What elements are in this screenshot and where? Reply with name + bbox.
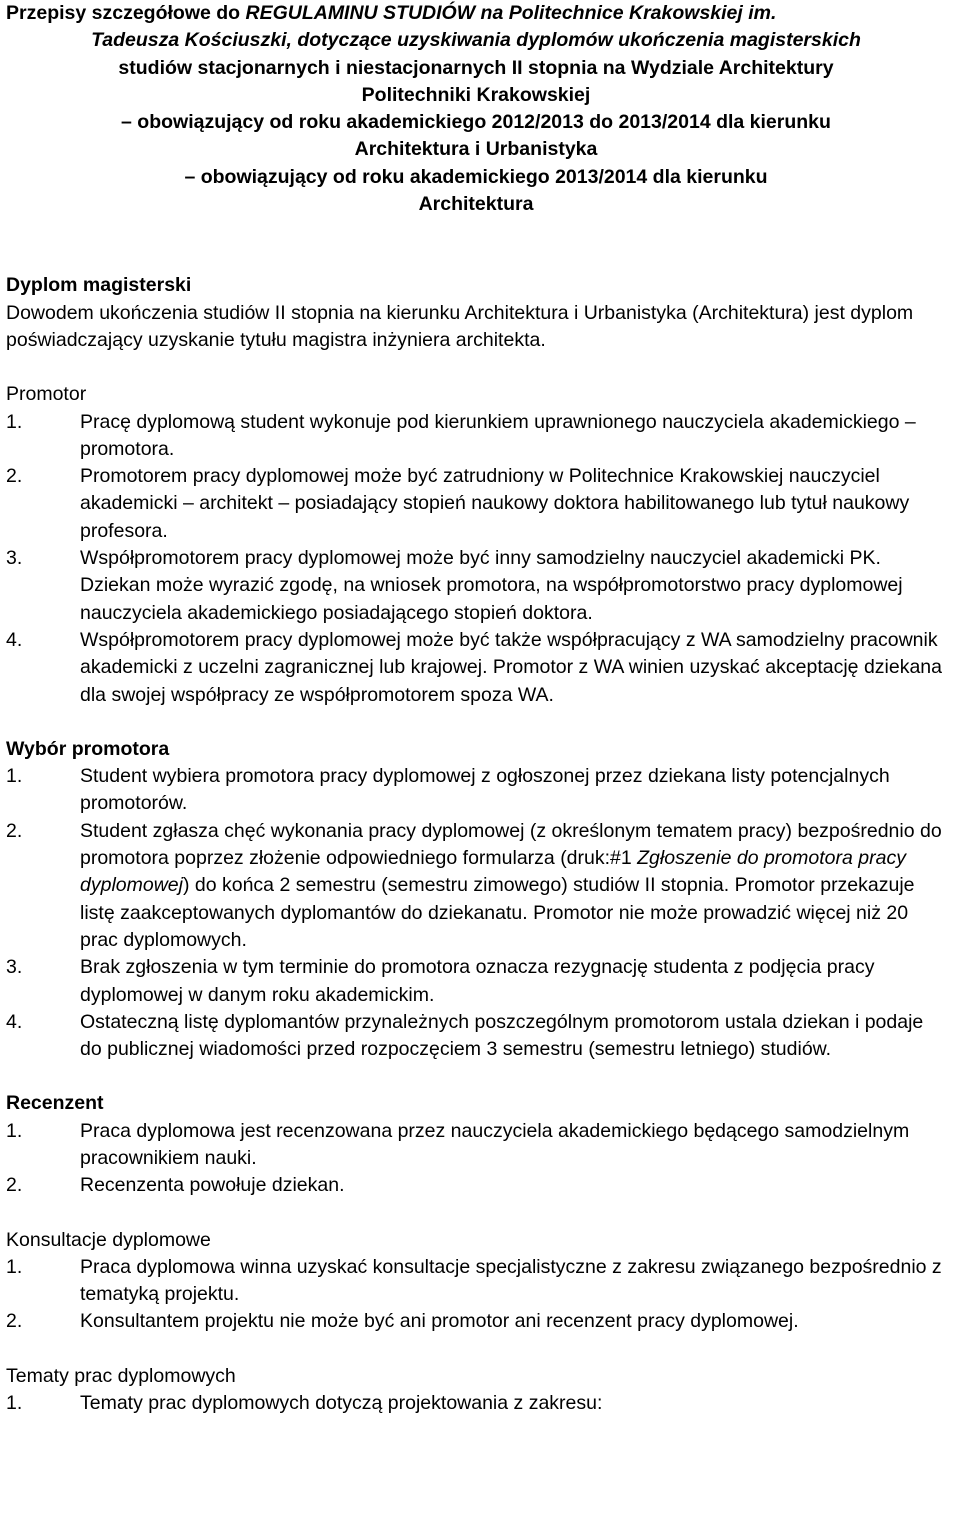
item-number: 4.	[6, 628, 23, 651]
item-text: Student wybiera promotora pracy dyplomowej z ogłoszonej przez dziekana listy potencjalnych promotorów.	[80, 765, 890, 815]
section-heading: Promotor	[6, 383, 87, 406]
item-number: 2.	[6, 1310, 23, 1333]
item-number: 1.	[6, 765, 23, 788]
item-text: Praca dyplomowa jest recenzowana przez nauczyciela akademickiego będącego samodzielnym pracownikiem nauki.	[80, 1119, 910, 1169]
list-item	[6, 1118, 946, 1173]
list-item	[6, 1308, 946, 1335]
section-konsultacje	[6, 1227, 946, 1336]
section-dyplom	[6, 272, 946, 354]
list-item	[6, 463, 946, 545]
section-recenzent	[6, 1090, 946, 1199]
section-heading: Tematy prac dyplomowych	[6, 1364, 236, 1387]
section-paragraph: Dowodem ukończenia studiów II stopnia na kierunku Architektura i Urbanistyka (Architektura) jest dyplom poświadczający uzyskanie tytułu magistra inżyniera architekta.	[6, 301, 914, 351]
item-number: 3.	[6, 956, 23, 979]
item-number: 1.	[6, 1392, 23, 1415]
item-text: Brak zgłoszenia w tym terminie do promotora oznacza rezygnację studenta z podjęcia pracy dyplomowej w danym roku akademickim.	[80, 956, 875, 1006]
item-text: Konsultantem projektu nie może być ani promotor ani recenzent pracy dyplomowej.	[80, 1310, 799, 1333]
title-line-3: studiów stacjonarnych i niestacjonarnych II stopnia na Wydziale Architektury	[118, 56, 834, 79]
form-name: Zgłoszenie do promotora pracy dyplomowej	[80, 847, 906, 897]
item-number: 2.	[6, 1174, 23, 1197]
numbered-list	[6, 763, 946, 1063]
title-line-1: Przepisy szczegółowe do REGULAMINU STUDIÓW na Politechnice Krakowskiej im.	[6, 2, 777, 24]
item-number: 3.	[6, 547, 23, 570]
list-item	[6, 627, 946, 709]
list-item	[6, 545, 946, 627]
title-line-2: Tadeusza Kościuszki, dotyczące uzyskiwania dyplomów ukończenia magisterskich	[91, 29, 861, 52]
list-item	[6, 1254, 946, 1309]
numbered-list	[6, 1118, 946, 1200]
list-item	[6, 954, 946, 1009]
list-item	[6, 1172, 946, 1199]
item-text: Współpromotorem pracy dyplomowej może być także współpracujący z WA samodzielny pracownik akademicki z uczelni zagranicznej lub krajowej. Promotor z WA winien uzyskać akceptację dziekana dla swojej współpracy ze współpromotorem spoza WA.	[80, 628, 942, 706]
list-item	[6, 1009, 946, 1064]
section-heading: Konsultacje dyplomowe	[6, 1228, 211, 1251]
numbered-list	[6, 1390, 946, 1417]
list-item	[6, 409, 946, 464]
section-heading: Wybór promotora	[6, 737, 170, 760]
item-number: 1.	[6, 1255, 23, 1278]
item-text: Ostateczną listę dyplomantów przynależnych poszczególnym promotorom ustala dziekan i podaje do publicznej wiadomości przed rozpoczęciem 3 semestru (semestru letniego) studiów.	[80, 1010, 924, 1061]
title-line-5: – obowiązujący od roku akademickiego 2012/2013 do 2013/2014 dla kierunku	[121, 111, 831, 134]
list-item	[6, 818, 946, 954]
title-line-7: – obowiązujący od roku akademickiego 2013/2014 dla kierunku	[184, 165, 768, 188]
item-number: 2.	[6, 819, 23, 842]
section-heading: Dyplom magisterski	[6, 274, 192, 297]
section-tematy	[6, 1363, 946, 1418]
item-number: 1.	[6, 410, 23, 433]
item-number: 1.	[6, 1119, 23, 1142]
item-number: 2.	[6, 465, 23, 488]
section-wybor-promotora	[6, 736, 946, 1064]
item-text: Tematy prac dyplomowych dotyczą projektowania z zakresu:	[80, 1392, 603, 1415]
item-text: Promotorem pracy dyplomowej może być zatrudniony w Politechnice Krakowskiej nauczyciel akademicki – architekt – posiadający stopień naukowy doktora habilitowanego lub tytuł naukowy profesora.	[80, 465, 910, 542]
section-heading: Recenzent	[6, 1092, 104, 1115]
document-title	[6, 0, 946, 218]
title-line-6: Architektura i Urbanistyka	[354, 138, 598, 161]
numbered-list	[6, 409, 946, 709]
title-line-8: Architektura	[418, 193, 534, 216]
item-text: Recenzenta powołuje dziekan.	[80, 1174, 345, 1197]
section-promotor	[6, 381, 946, 709]
list-item	[6, 1390, 946, 1417]
item-text: Pracę dyplomową student wykonuje pod kierunkiem uprawnionego nauczyciela akademickiego – promotora.	[80, 410, 916, 460]
item-text: Współpromotorem pracy dyplomowej może być inny samodzielny nauczyciel akademicki PK. Dziekan może wyrazić zgodę, na wniosek promotora, na współpromotorstwo pracy dyplomowej nauczyciela akademickiego posiadającego stopień doktora.	[80, 547, 903, 624]
item-number: 4.	[6, 1010, 23, 1033]
item-text: Student zgłasza chęć wykonania pracy dyplomowej (z określonym tematem pracy) bezpośrednio do promotora poprzez złożenie odpowiedniego formularza (druk:#1 Zgłoszenie do promotora pracy dyplomowej) do końca 2 semestru (semestru zimowego) studiów II stopnia. Promotor przekazuje listę zaakceptowanych dyplomantów do dziekanatu. Promotor nie może prowadzić więcej niż 20 prac dyplomowych.	[80, 819, 942, 951]
list-item	[6, 763, 946, 818]
numbered-list	[6, 1254, 946, 1336]
item-text: Praca dyplomowa winna uzyskać konsultacje specjalistyczne z zakresu związanego bezpośrednio z tematyką projektu.	[80, 1255, 942, 1306]
title-line-4: Politechniki Krakowskiej	[361, 83, 591, 106]
